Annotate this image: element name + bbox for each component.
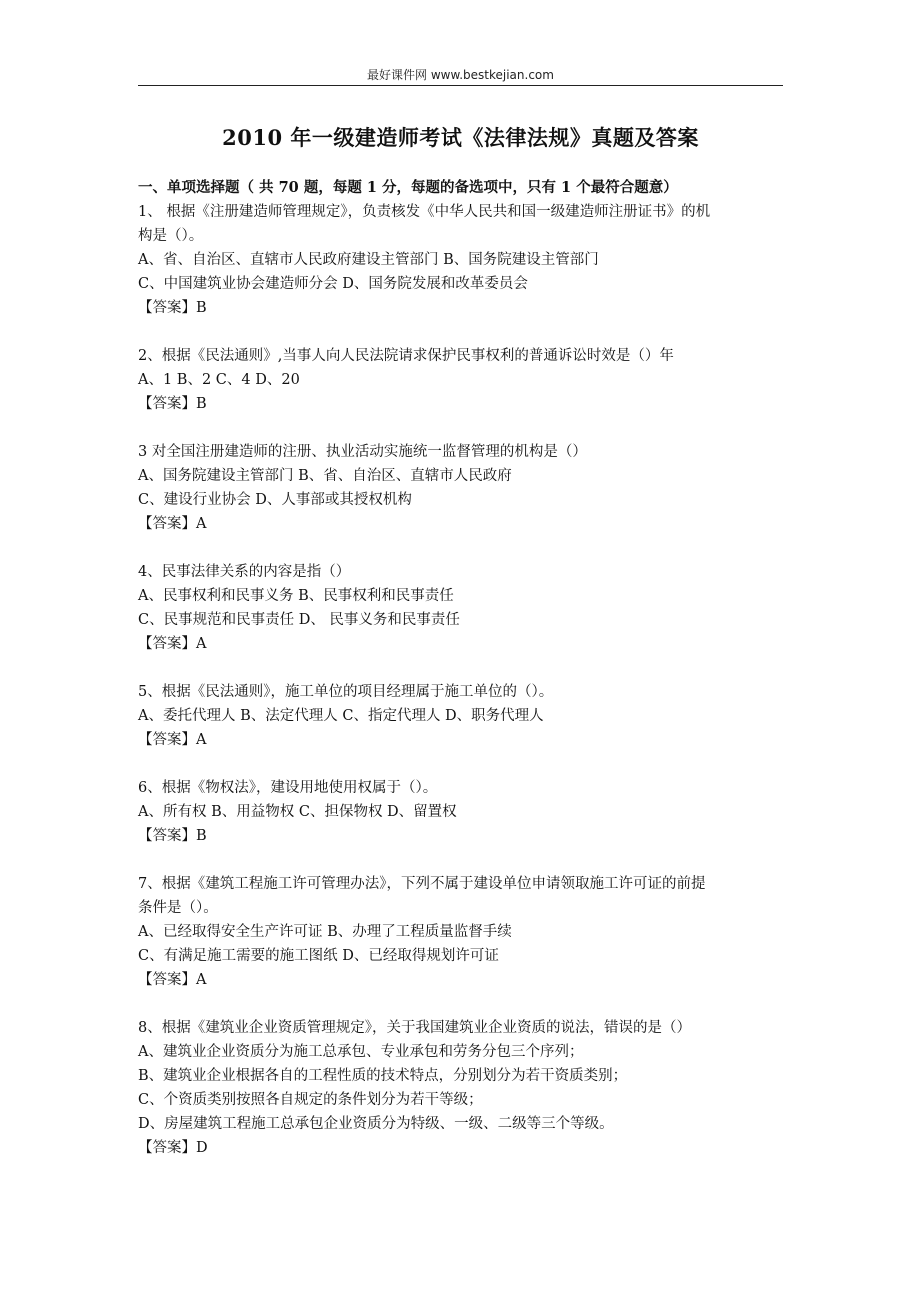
answer-line: 【答案】B [138, 828, 207, 844]
section-heading: 一、单项选择题（ 共 70 题，每题 1 分，每题的备选项中，只有 1 个最符合题意） [138, 179, 678, 196]
question-2 [138, 344, 786, 416]
question-options: C、民事规范和民事责任 D、 民事义务和民事责任 [138, 612, 460, 628]
question-options: C、个资质类别按照各自规定的条件划分为若干等级； [138, 1092, 483, 1108]
question-options: A、民事权利和民事义务 B、民事权利和民事责任 [138, 588, 454, 604]
header-divider [138, 85, 783, 86]
question-stem: 8、根据《建筑业企业资质管理规定》，关于我国建筑业企业资质的说法，错误的是（） [138, 1020, 691, 1036]
question-stem: 2、根据《民法通则》,当事人向人民法院请求保护民事权利的普通诉讼时效是（）年 [138, 348, 674, 364]
question-stem: 5、根据《民法通则》，施工单位的项目经理属于施工单位的（）。 [138, 684, 554, 700]
answer-line: 【答案】B [138, 300, 207, 316]
question-stem: 3 对全国注册建造师的注册、执业活动实施统一监督管理的机构是（） [138, 444, 587, 460]
question-list [138, 200, 786, 1160]
page-header: 最好课件网 www.bestkejian.com [367, 68, 554, 82]
answer-line: 【答案】A [138, 972, 207, 988]
answer-line: 【答案】B [138, 396, 207, 412]
question-options: A、已经取得安全生产许可证 B、办理了工程质量监督手续 [138, 924, 512, 940]
question-7 [138, 872, 786, 992]
question-4 [138, 560, 786, 656]
answer-line: 【答案】A [138, 636, 207, 652]
page-title: 2010 年一级建造师考试《法律法规》真题及答案 [222, 125, 699, 150]
question-options: A、省、自治区、直辖市人民政府建设主管部门 B、国务院建设主管部门 [138, 252, 599, 268]
question-1 [138, 200, 786, 320]
question-options: D、房屋建筑工程施工总承包企业资质分为特级、一级、二级等三个等级。 [138, 1116, 614, 1132]
answer-line: 【答案】A [138, 732, 207, 748]
question-stem: 1、 根据《注册建造师管理规定》，负责核发《中华人民共和国一级建造师注册证书》的机 [138, 204, 711, 220]
question-3 [138, 440, 786, 536]
document-body [138, 176, 786, 1184]
question-options: A、国务院建设主管部门 B、省、自治区、直辖市人民政府 [138, 468, 512, 484]
question-options: C、建设行业协会 D、人事部或其授权机构 [138, 492, 412, 508]
question-stem: 7、根据《建筑工程施工许可管理办法》，下列不属于建设单位申请领取施工许可证的前提 [138, 876, 706, 892]
question-options: A、所有权 B、用益物权 C、担保物权 D、留置权 [138, 804, 457, 820]
question-stem: 条件是（）。 [138, 900, 218, 916]
question-options: C、中国建筑业协会建造师分会 D、国务院发展和改革委员会 [138, 276, 528, 292]
question-8 [138, 1016, 786, 1160]
answer-line: 【答案】D [138, 1140, 208, 1156]
question-stem: 6、根据《物权法》，建设用地使用权属于（）。 [138, 780, 438, 796]
question-options: A、1 B、2 C、4 D、20 [138, 372, 300, 388]
answer-line: 【答案】A [138, 516, 207, 532]
question-options: A、建筑业企业资质分为施工总承包、专业承包和劳务分包三个序列； [138, 1044, 584, 1060]
question-stem: 4、民事法律关系的内容是指（） [138, 564, 351, 580]
question-5 [138, 680, 786, 752]
question-options: C、有满足施工需要的施工图纸 D、已经取得规划许可证 [138, 948, 499, 964]
question-options: B、建筑业企业根据各自的工程性质的技术特点，分别划分为若干资质类别； [138, 1068, 628, 1084]
question-6 [138, 776, 786, 848]
question-stem: 构是（）。 [138, 228, 204, 244]
question-options: A、委托代理人 B、法定代理人 C、指定代理人 D、职务代理人 [138, 708, 544, 724]
